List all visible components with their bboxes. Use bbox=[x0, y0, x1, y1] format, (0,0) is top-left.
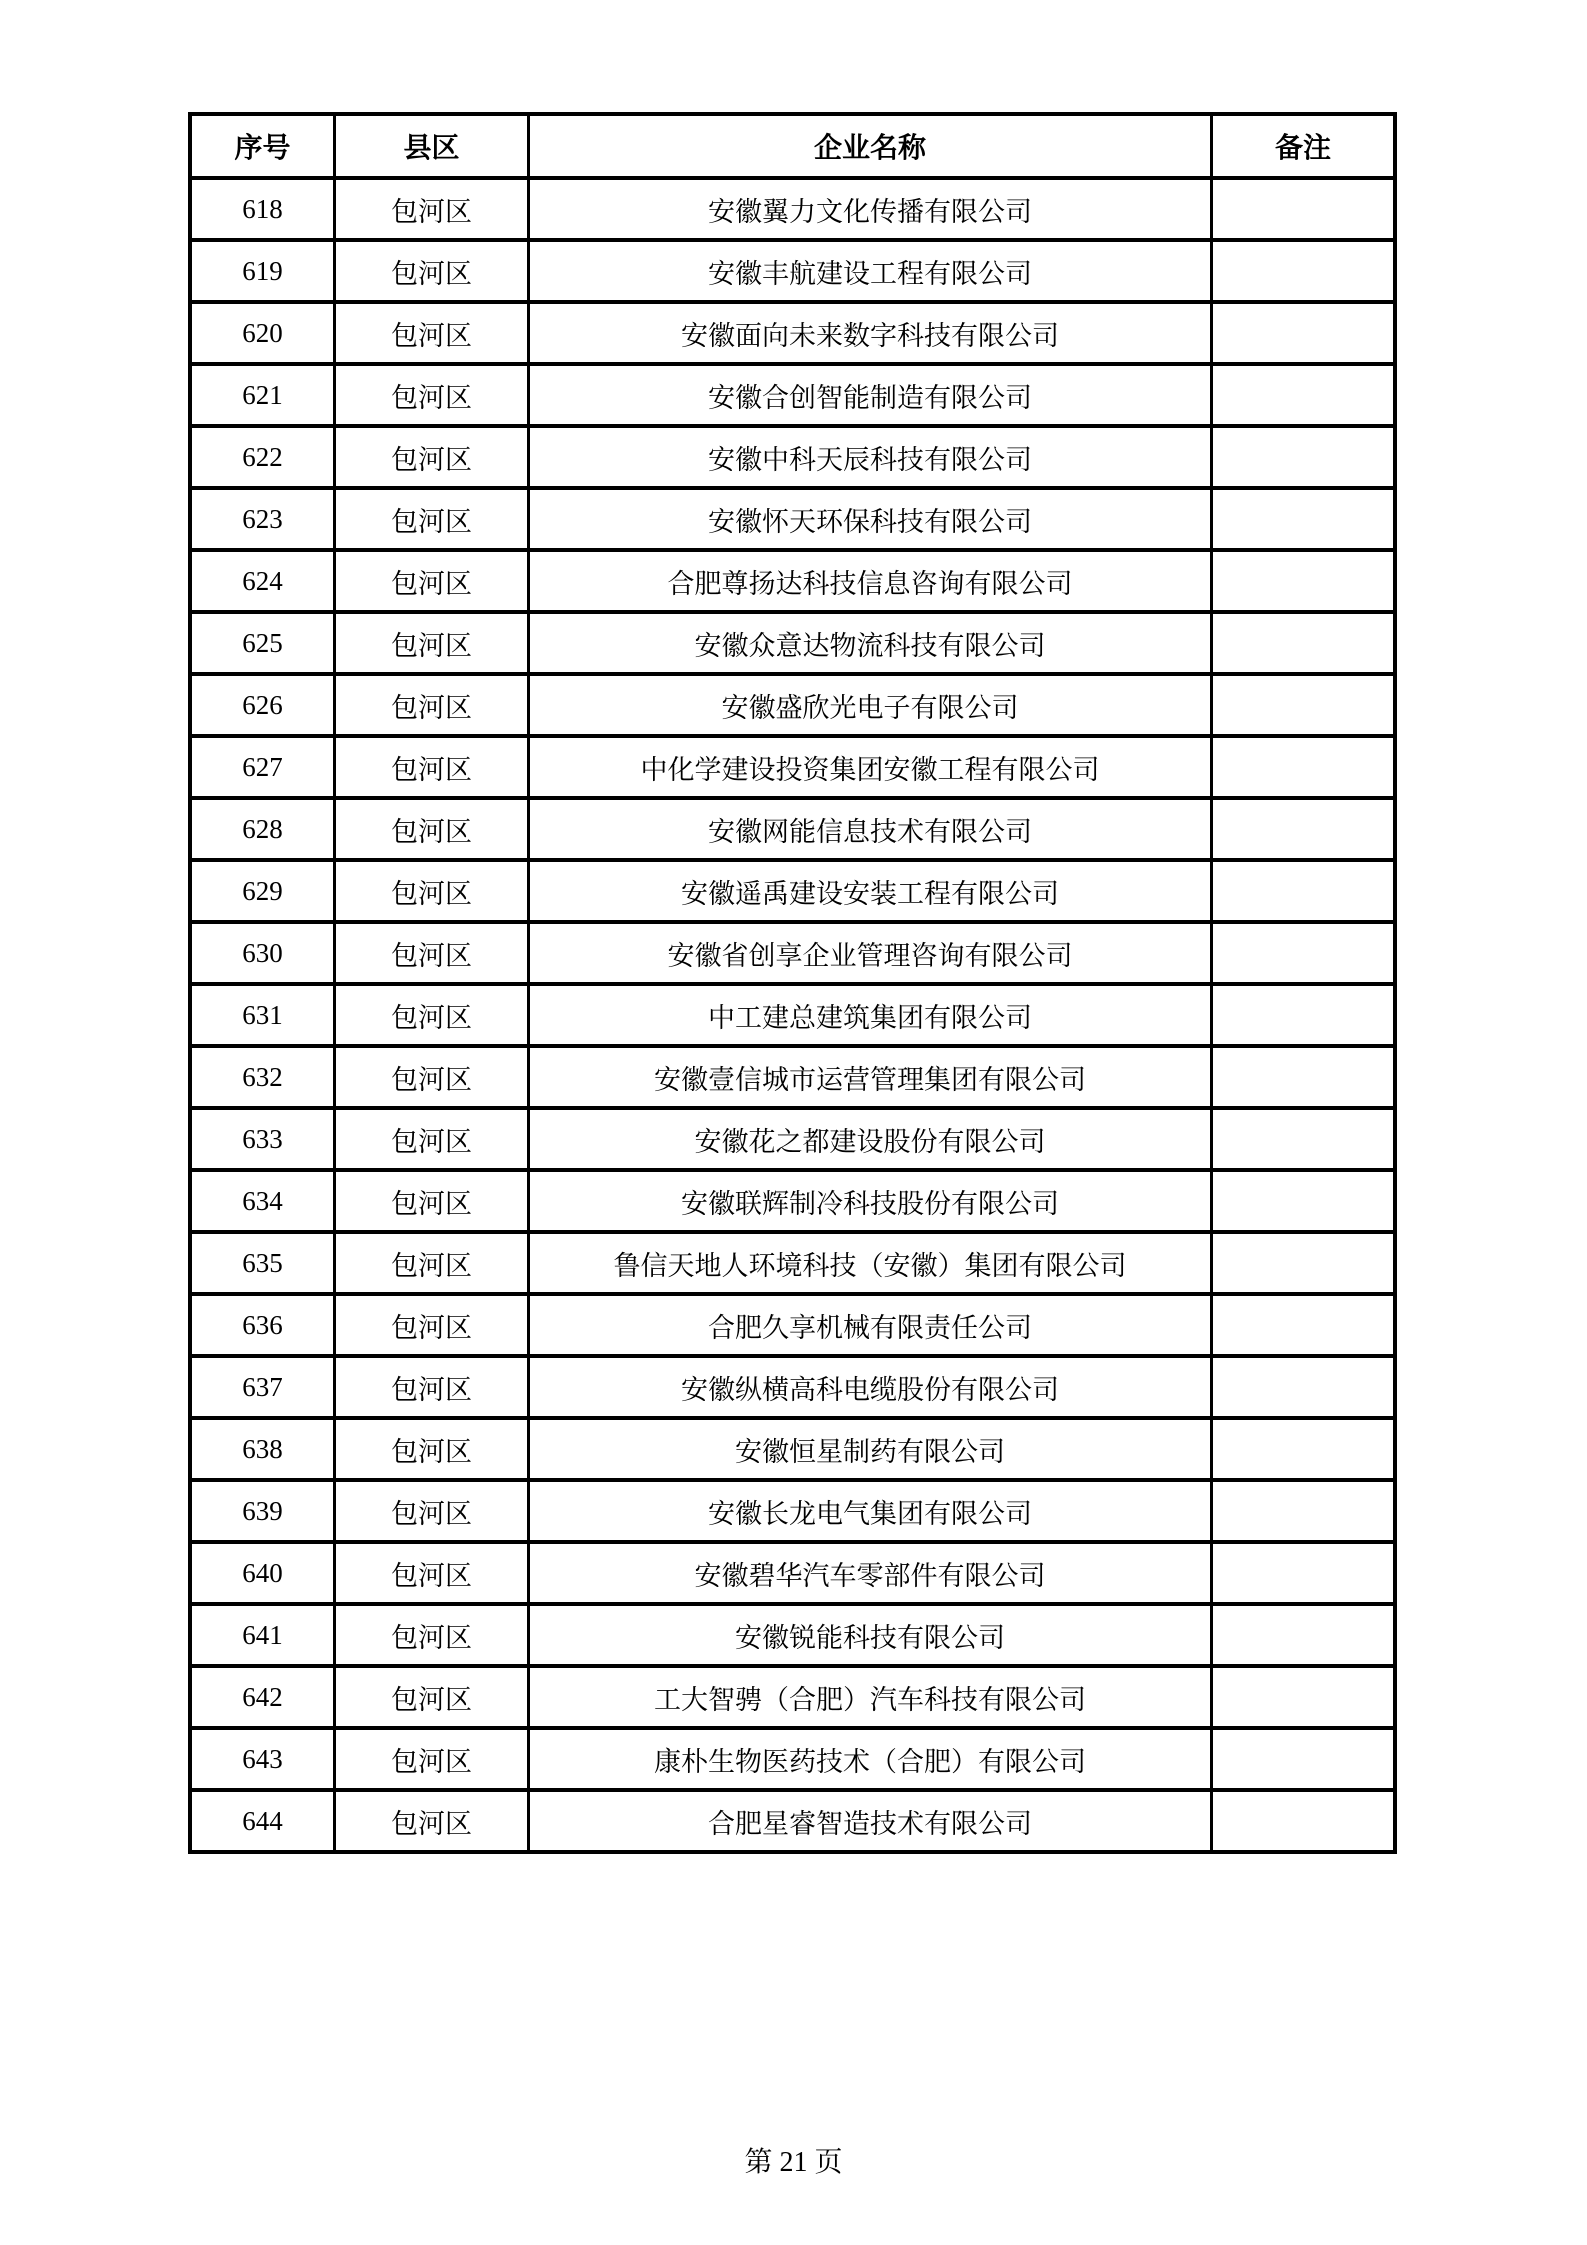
district-cell: 包河区 bbox=[335, 1108, 529, 1170]
district-cell: 包河区 bbox=[335, 736, 529, 798]
header-cell-remark: 备注 bbox=[1212, 114, 1396, 178]
row-number-cell: 636 bbox=[190, 1294, 335, 1356]
table-row bbox=[190, 1294, 1395, 1356]
table-row bbox=[190, 1790, 1395, 1852]
district-cell: 包河区 bbox=[335, 240, 529, 302]
row-number-cell: 625 bbox=[190, 612, 335, 674]
table-row bbox=[190, 426, 1395, 488]
table-row bbox=[190, 1604, 1395, 1666]
remark-cell bbox=[1212, 1728, 1396, 1790]
table-row bbox=[190, 798, 1395, 860]
table-row bbox=[190, 364, 1395, 426]
company-name-cell: 安徽中科天辰科技有限公司 bbox=[529, 426, 1212, 488]
remark-cell bbox=[1212, 240, 1396, 302]
row-number-cell: 638 bbox=[190, 1418, 335, 1480]
company-name-cell: 中工建总建筑集团有限公司 bbox=[529, 984, 1212, 1046]
row-number-cell: 640 bbox=[190, 1542, 335, 1604]
table-row bbox=[190, 1356, 1395, 1418]
remark-cell bbox=[1212, 550, 1396, 612]
district-cell: 包河区 bbox=[335, 178, 529, 240]
remark-cell bbox=[1212, 1232, 1396, 1294]
company-name-cell: 安徽省创享企业管理咨询有限公司 bbox=[529, 922, 1212, 984]
company-name-cell: 安徽面向未来数字科技有限公司 bbox=[529, 302, 1212, 364]
remark-cell bbox=[1212, 178, 1396, 240]
company-name-cell: 合肥星睿智造技术有限公司 bbox=[529, 1790, 1212, 1852]
remark-cell bbox=[1212, 922, 1396, 984]
district-cell: 包河区 bbox=[335, 1418, 529, 1480]
company-table bbox=[188, 112, 1397, 1854]
district-cell: 包河区 bbox=[335, 922, 529, 984]
district-cell: 包河区 bbox=[335, 1170, 529, 1232]
company-name-cell: 安徽遥禹建设安装工程有限公司 bbox=[529, 860, 1212, 922]
row-number-cell: 621 bbox=[190, 364, 335, 426]
row-number-cell: 626 bbox=[190, 674, 335, 736]
company-name-cell: 安徽壹信城市运营管理集团有限公司 bbox=[529, 1046, 1212, 1108]
row-number-cell: 642 bbox=[190, 1666, 335, 1728]
table-row bbox=[190, 240, 1395, 302]
row-number-cell: 628 bbox=[190, 798, 335, 860]
row-number-cell: 630 bbox=[190, 922, 335, 984]
remark-cell bbox=[1212, 426, 1396, 488]
company-name-cell: 安徽合创智能制造有限公司 bbox=[529, 364, 1212, 426]
row-number-cell: 644 bbox=[190, 1790, 335, 1852]
page-number: 第 21 页 bbox=[744, 2147, 843, 2178]
row-number-cell: 620 bbox=[190, 302, 335, 364]
district-cell: 包河区 bbox=[335, 1542, 529, 1604]
row-number-cell: 637 bbox=[190, 1356, 335, 1418]
row-number-cell: 633 bbox=[190, 1108, 335, 1170]
district-cell: 包河区 bbox=[335, 674, 529, 736]
remark-cell bbox=[1212, 1108, 1396, 1170]
district-cell: 包河区 bbox=[335, 1480, 529, 1542]
company-name-cell: 安徽众意达物流科技有限公司 bbox=[529, 612, 1212, 674]
company-name-cell: 安徽花之都建设股份有限公司 bbox=[529, 1108, 1212, 1170]
row-number-cell: 624 bbox=[190, 550, 335, 612]
header-cell-district: 县区 bbox=[335, 114, 529, 178]
company-name-cell: 安徽锐能科技有限公司 bbox=[529, 1604, 1212, 1666]
row-number-cell: 632 bbox=[190, 1046, 335, 1108]
district-cell: 包河区 bbox=[335, 1728, 529, 1790]
header-row bbox=[190, 114, 1395, 178]
company-name-cell: 安徽恒星制药有限公司 bbox=[529, 1418, 1212, 1480]
remark-cell bbox=[1212, 1046, 1396, 1108]
remark-cell bbox=[1212, 674, 1396, 736]
company-name-cell: 安徽盛欣光电子有限公司 bbox=[529, 674, 1212, 736]
company-name-cell: 合肥久享机械有限责任公司 bbox=[529, 1294, 1212, 1356]
remark-cell bbox=[1212, 1294, 1396, 1356]
table-row bbox=[190, 1480, 1395, 1542]
table-body bbox=[190, 178, 1395, 1852]
remark-cell bbox=[1212, 1480, 1396, 1542]
table-row bbox=[190, 1232, 1395, 1294]
remark-cell bbox=[1212, 364, 1396, 426]
district-cell: 包河区 bbox=[335, 1356, 529, 1418]
company-name-cell: 工大智骋（合肥）汽车科技有限公司 bbox=[529, 1666, 1212, 1728]
remark-cell bbox=[1212, 984, 1396, 1046]
table-row bbox=[190, 302, 1395, 364]
row-number-cell: 631 bbox=[190, 984, 335, 1046]
row-number-cell: 619 bbox=[190, 240, 335, 302]
remark-cell bbox=[1212, 1542, 1396, 1604]
district-cell: 包河区 bbox=[335, 1232, 529, 1294]
remark-cell bbox=[1212, 302, 1396, 364]
district-cell: 包河区 bbox=[335, 550, 529, 612]
table-row bbox=[190, 1418, 1395, 1480]
row-number-cell: 622 bbox=[190, 426, 335, 488]
district-cell: 包河区 bbox=[335, 1046, 529, 1108]
table-row bbox=[190, 1170, 1395, 1232]
company-name-cell: 康朴生物医药技术（合肥）有限公司 bbox=[529, 1728, 1212, 1790]
header-cell-company: 企业名称 bbox=[529, 114, 1212, 178]
remark-cell bbox=[1212, 1604, 1396, 1666]
table-row bbox=[190, 984, 1395, 1046]
company-name-cell: 安徽联辉制冷科技股份有限公司 bbox=[529, 1170, 1212, 1232]
district-cell: 包河区 bbox=[335, 364, 529, 426]
table-row bbox=[190, 1728, 1395, 1790]
district-cell: 包河区 bbox=[335, 488, 529, 550]
row-number-cell: 641 bbox=[190, 1604, 335, 1666]
table-row bbox=[190, 178, 1395, 240]
table-row bbox=[190, 736, 1395, 798]
district-cell: 包河区 bbox=[335, 984, 529, 1046]
district-cell: 包河区 bbox=[335, 1666, 529, 1728]
row-number-cell: 623 bbox=[190, 488, 335, 550]
company-name-cell: 安徽网能信息技术有限公司 bbox=[529, 798, 1212, 860]
table-row bbox=[190, 922, 1395, 984]
remark-cell bbox=[1212, 1356, 1396, 1418]
row-number-cell: 635 bbox=[190, 1232, 335, 1294]
remark-cell bbox=[1212, 1418, 1396, 1480]
company-name-cell: 中化学建设投资集团安徽工程有限公司 bbox=[529, 736, 1212, 798]
remark-cell bbox=[1212, 860, 1396, 922]
row-number-cell: 634 bbox=[190, 1170, 335, 1232]
remark-cell bbox=[1212, 1170, 1396, 1232]
table-row bbox=[190, 550, 1395, 612]
remark-cell bbox=[1212, 798, 1396, 860]
company-name-cell: 鲁信天地人环境科技（安徽）集团有限公司 bbox=[529, 1232, 1212, 1294]
company-name-cell: 安徽长龙电气集团有限公司 bbox=[529, 1480, 1212, 1542]
row-number-cell: 639 bbox=[190, 1480, 335, 1542]
district-cell: 包河区 bbox=[335, 798, 529, 860]
remark-cell bbox=[1212, 612, 1396, 674]
district-cell: 包河区 bbox=[335, 860, 529, 922]
district-cell: 包河区 bbox=[335, 1790, 529, 1852]
table-row bbox=[190, 1542, 1395, 1604]
district-cell: 包河区 bbox=[335, 1294, 529, 1356]
company-name-cell: 安徽碧华汽车零部件有限公司 bbox=[529, 1542, 1212, 1604]
row-number-cell: 629 bbox=[190, 860, 335, 922]
company-name-cell: 安徽丰航建设工程有限公司 bbox=[529, 240, 1212, 302]
table-row bbox=[190, 674, 1395, 736]
table-row bbox=[190, 1108, 1395, 1170]
district-cell: 包河区 bbox=[335, 1604, 529, 1666]
header-cell-no: 序号 bbox=[190, 114, 335, 178]
company-name-cell: 安徽纵横高科电缆股份有限公司 bbox=[529, 1356, 1212, 1418]
row-number-cell: 643 bbox=[190, 1728, 335, 1790]
row-number-cell: 618 bbox=[190, 178, 335, 240]
district-cell: 包河区 bbox=[335, 302, 529, 364]
table-row bbox=[190, 488, 1395, 550]
company-name-cell: 安徽翼力文化传播有限公司 bbox=[529, 178, 1212, 240]
company-name-cell: 合肥尊扬达科技信息咨询有限公司 bbox=[529, 550, 1212, 612]
company-name-cell: 安徽怀天环保科技有限公司 bbox=[529, 488, 1212, 550]
remark-cell bbox=[1212, 488, 1396, 550]
table-row bbox=[190, 1666, 1395, 1728]
row-number-cell: 627 bbox=[190, 736, 335, 798]
table-row bbox=[190, 612, 1395, 674]
table-row bbox=[190, 860, 1395, 922]
remark-cell bbox=[1212, 1666, 1396, 1728]
table-row bbox=[190, 1046, 1395, 1108]
district-cell: 包河区 bbox=[335, 426, 529, 488]
remark-cell bbox=[1212, 736, 1396, 798]
district-cell: 包河区 bbox=[335, 612, 529, 674]
remark-cell bbox=[1212, 1790, 1396, 1852]
